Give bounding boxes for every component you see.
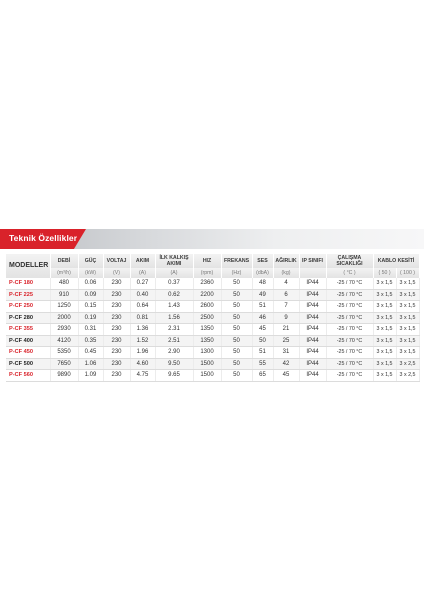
table-cell: 65: [252, 370, 273, 382]
header-ses: SES: [252, 254, 273, 268]
table-cell: 50: [221, 301, 252, 313]
table-cell: 1500: [193, 358, 221, 370]
table-cell: 9.50: [155, 358, 193, 370]
table-cell: 0.15: [78, 301, 103, 313]
header-hiz: HIZ: [193, 254, 221, 268]
table-cell: 230: [103, 289, 130, 301]
model-name: P-CF 560: [6, 370, 50, 382]
table-cell: IP44: [299, 312, 326, 324]
table-cell: 51: [252, 347, 273, 359]
model-name: P-CF 355: [6, 324, 50, 336]
spec-table: [6, 254, 420, 382]
table-cell: IP44: [299, 289, 326, 301]
table-cell: 3 x 1,5: [396, 347, 419, 359]
table-cell: 2200: [193, 289, 221, 301]
table-cell: 46: [252, 312, 273, 324]
table-cell: 50: [221, 347, 252, 359]
unit-ses: (dbA): [252, 268, 273, 278]
table-cell: 1.56: [155, 312, 193, 324]
table-cell: 230: [103, 335, 130, 347]
table-cell: -25 / 70 °C: [326, 312, 373, 324]
table-cell: 3 x 1,5: [373, 289, 396, 301]
table-cell: -25 / 70 °C: [326, 335, 373, 347]
unit-kablo-100: ( 100 ): [396, 268, 419, 278]
table-cell: 3 x 1,5: [373, 347, 396, 359]
header-calisma: ÇALIŞMA SICAKLIĞI: [326, 254, 373, 268]
table-cell: 50: [221, 278, 252, 289]
table-cell: 50: [221, 358, 252, 370]
table-cell: 3 x 1,5: [396, 289, 419, 301]
table-cell: 0.62: [155, 289, 193, 301]
table-row: [6, 358, 419, 370]
table-cell: 1.06: [78, 358, 103, 370]
table-cell: 0.09: [78, 289, 103, 301]
table-cell: 3 x 1,5: [396, 312, 419, 324]
table-cell: 7650: [50, 358, 78, 370]
model-name: P-CF 500: [6, 358, 50, 370]
header-akim: AKIM: [130, 254, 155, 268]
header-models: MODELLER: [6, 254, 50, 278]
header-ip: IP SINIFI: [299, 254, 326, 268]
table-cell: 2930: [50, 324, 78, 336]
table-cell: 45: [273, 370, 299, 382]
table-cell: 50: [221, 335, 252, 347]
table-cell: 9: [273, 312, 299, 324]
table-cell: 3 x 1,5: [396, 324, 419, 336]
unit-agirlik: (kg): [273, 268, 299, 278]
model-name: P-CF 225: [6, 289, 50, 301]
table-cell: 50: [221, 289, 252, 301]
table-cell: 9.65: [155, 370, 193, 382]
table-cell: 1500: [193, 370, 221, 382]
table-row: [6, 301, 419, 313]
table-cell: IP44: [299, 301, 326, 313]
table-cell: 230: [103, 324, 130, 336]
table-cell: 2000: [50, 312, 78, 324]
table-row: [6, 324, 419, 336]
table-cell: 50: [221, 370, 252, 382]
header-debi: DEBİ: [50, 254, 78, 268]
table-cell: 51: [252, 301, 273, 313]
table-cell: 3 x 1,5: [373, 358, 396, 370]
table-cell: 21: [273, 324, 299, 336]
header-voltaj: VOLTAJ: [103, 254, 130, 268]
model-name: P-CF 450: [6, 347, 50, 359]
table-row: [6, 278, 419, 289]
table-cell: 3 x 1,5: [373, 335, 396, 347]
table-cell: 0.27: [130, 278, 155, 289]
table-cell: 4: [273, 278, 299, 289]
table-cell: 0.19: [78, 312, 103, 324]
table-row: [6, 335, 419, 347]
table-cell: 45: [252, 324, 273, 336]
table-cell: 2600: [193, 301, 221, 313]
table-cell: 0.81: [130, 312, 155, 324]
table-cell: 3 x 1,5: [373, 301, 396, 313]
table-cell: 3 x 1,5: [373, 324, 396, 336]
table-cell: -25 / 70 °C: [326, 301, 373, 313]
table-cell: 230: [103, 358, 130, 370]
table-cell: -25 / 70 °C: [326, 324, 373, 336]
table-cell: 3 x 2,5: [396, 358, 419, 370]
table-cell: 0.31: [78, 324, 103, 336]
table-cell: 50: [252, 335, 273, 347]
table-cell: 1250: [50, 301, 78, 313]
table-cell: 4.60: [130, 358, 155, 370]
table-cell: 4120: [50, 335, 78, 347]
table-cell: 910: [50, 289, 78, 301]
unit-frekans: (Hz): [221, 268, 252, 278]
table-cell: 4.75: [130, 370, 155, 382]
table-cell: 0.35: [78, 335, 103, 347]
table-cell: 3 x 1,5: [373, 278, 396, 289]
table-cell: 5350: [50, 347, 78, 359]
table-cell: 1.43: [155, 301, 193, 313]
unit-calisma: ( °C ): [326, 268, 373, 278]
table-cell: 1.52: [130, 335, 155, 347]
section-title: Teknik Özellikler: [9, 233, 78, 243]
table-body: [6, 278, 419, 381]
table-cell: 1350: [193, 335, 221, 347]
table-cell: IP44: [299, 370, 326, 382]
table-row: [6, 347, 419, 359]
table-cell: 1.36: [130, 324, 155, 336]
table-row: [6, 289, 419, 301]
table-cell: -25 / 70 °C: [326, 370, 373, 382]
table-cell: 2360: [193, 278, 221, 289]
table-cell: 230: [103, 312, 130, 324]
table-cell: 230: [103, 370, 130, 382]
unit-kablo-50: ( 50 ): [373, 268, 396, 278]
table-cell: -25 / 70 °C: [326, 289, 373, 301]
model-name: P-CF 400: [6, 335, 50, 347]
table-cell: 3 x 1,5: [373, 312, 396, 324]
table-cell: 230: [103, 347, 130, 359]
table-unit-row: [6, 268, 419, 278]
header-agirlik: AĞIRLIK: [273, 254, 299, 268]
table-cell: IP44: [299, 347, 326, 359]
header-kablo: KABLO KESİTİ: [373, 254, 419, 268]
table-cell: 48: [252, 278, 273, 289]
table-cell: IP44: [299, 278, 326, 289]
table-row: [6, 370, 419, 382]
table-cell: 1300: [193, 347, 221, 359]
table-cell: 1.96: [130, 347, 155, 359]
table-header-row: [6, 254, 419, 268]
table-cell: 230: [103, 278, 130, 289]
table-cell: 0.40: [130, 289, 155, 301]
table-cell: -25 / 70 °C: [326, 358, 373, 370]
unit-ip: [299, 268, 326, 278]
section-header-bar: [0, 229, 424, 249]
table-cell: 480: [50, 278, 78, 289]
table-row: [6, 312, 419, 324]
header-guc: GÜÇ: [78, 254, 103, 268]
table-cell: 42: [273, 358, 299, 370]
table-cell: 0.37: [155, 278, 193, 289]
unit-guc: (kW): [78, 268, 103, 278]
table-cell: 3 x 1,5: [396, 278, 419, 289]
unit-ilk-kalkis: (A): [155, 268, 193, 278]
model-name: P-CF 250: [6, 301, 50, 313]
table-cell: 0.06: [78, 278, 103, 289]
table-cell: -25 / 70 °C: [326, 347, 373, 359]
table-cell: 9890: [50, 370, 78, 382]
table-cell: 50: [221, 312, 252, 324]
model-name: P-CF 180: [6, 278, 50, 289]
table-cell: 2.51: [155, 335, 193, 347]
table-cell: 2.31: [155, 324, 193, 336]
table-cell: 3 x 1,5: [373, 370, 396, 382]
table-cell: 3 x 2,5: [396, 370, 419, 382]
table-cell: 25: [273, 335, 299, 347]
table-cell: -25 / 70 °C: [326, 278, 373, 289]
table-cell: IP44: [299, 358, 326, 370]
table-cell: IP44: [299, 324, 326, 336]
table-cell: 7: [273, 301, 299, 313]
table-cell: 3 x 1,5: [396, 301, 419, 313]
table-cell: 2.90: [155, 347, 193, 359]
table-cell: 0.45: [78, 347, 103, 359]
table-cell: 49: [252, 289, 273, 301]
header-frekans: FREKANS: [221, 254, 252, 268]
unit-voltaj: (V): [103, 268, 130, 278]
table-cell: 1.09: [78, 370, 103, 382]
table-cell: 230: [103, 301, 130, 313]
table-cell: 3 x 1,5: [396, 335, 419, 347]
header-ilk-kalkis: İLK KALKIŞ AKIMI: [155, 254, 193, 268]
table-cell: 0.64: [130, 301, 155, 313]
table-cell: 2500: [193, 312, 221, 324]
table-cell: IP44: [299, 335, 326, 347]
table-cell: 31: [273, 347, 299, 359]
table-cell: 50: [221, 324, 252, 336]
table-cell: 55: [252, 358, 273, 370]
table-cell: 6: [273, 289, 299, 301]
unit-debi: (m³/h): [50, 268, 78, 278]
unit-hiz: (rpm): [193, 268, 221, 278]
unit-akim: (A): [130, 268, 155, 278]
table-cell: 1350: [193, 324, 221, 336]
model-name: P-CF 280: [6, 312, 50, 324]
